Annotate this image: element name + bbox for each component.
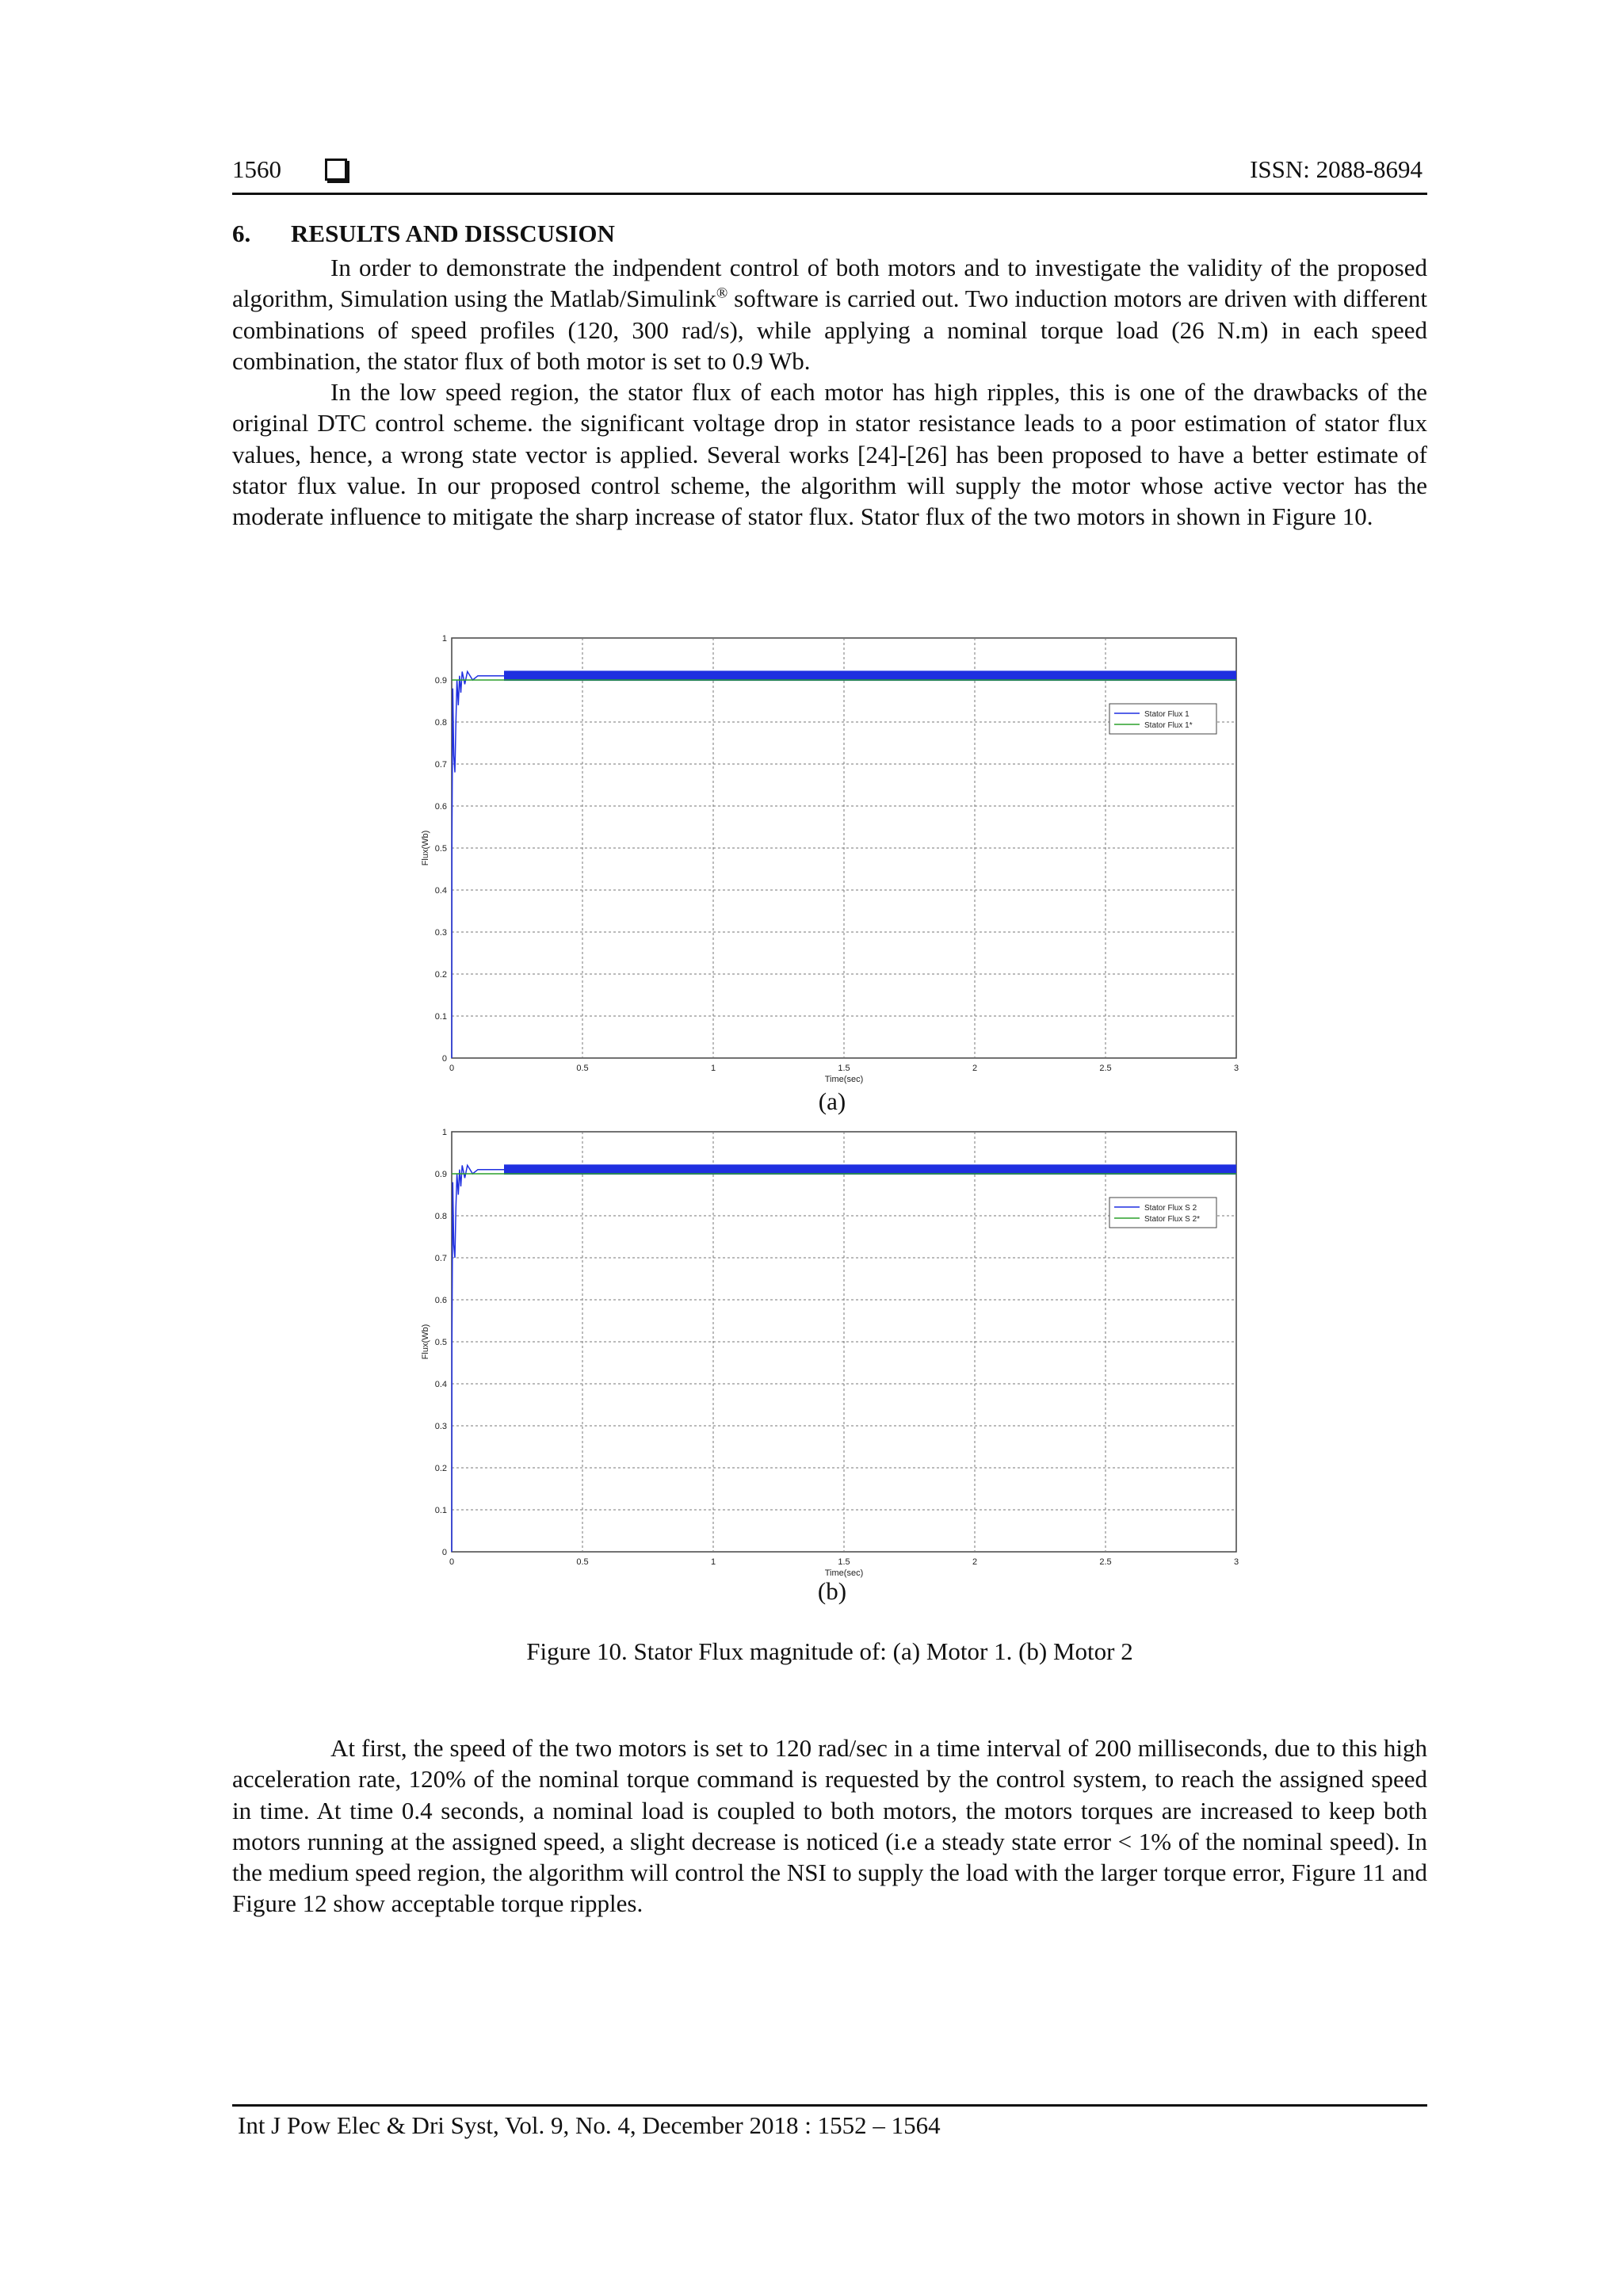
chart-motor2-stator-flux bbox=[412, 1124, 1252, 1580]
registered-mark: ® bbox=[716, 285, 728, 302]
y-tick-label: 0.5 bbox=[434, 1338, 447, 1347]
x-tick-label: 1 bbox=[710, 1557, 716, 1567]
legend bbox=[1109, 1198, 1216, 1228]
header-rule bbox=[232, 193, 1427, 195]
legend bbox=[1109, 704, 1216, 734]
y-tick-label: 0.9 bbox=[434, 676, 447, 686]
x-tick-label: 2 bbox=[972, 1064, 978, 1073]
legend-label: Stator Flux 1* bbox=[1144, 721, 1193, 730]
footer-text: Int J Pow Elec & Dri Syst, Vol. 9, No. 4, December 2018 : 1552 – 1564 bbox=[238, 2111, 941, 2139]
y-tick-label: 0.6 bbox=[434, 802, 447, 812]
legend-label: Stator Flux S 2* bbox=[1144, 1215, 1201, 1224]
y-tick-label: 0.5 bbox=[434, 844, 447, 854]
x-tick-label: 0.5 bbox=[576, 1557, 589, 1567]
y-tick-label: 1 bbox=[441, 634, 447, 644]
chart-motor1-stator-flux bbox=[412, 630, 1252, 1086]
issn: ISSN: 2088-8694 bbox=[1250, 155, 1423, 183]
y-axis-label: Flux(Wb) bbox=[421, 830, 430, 866]
x-tick-label: 0 bbox=[449, 1557, 455, 1567]
legend-label: Stator Flux 1 bbox=[1144, 710, 1190, 719]
section-title: RESULTS AND DISSCUSION bbox=[291, 220, 615, 247]
x-tick-label: 3 bbox=[1233, 1557, 1239, 1567]
y-tick-label: 0.9 bbox=[434, 1170, 447, 1179]
page-number: 1560 bbox=[232, 155, 281, 183]
paragraph-3-block bbox=[232, 1733, 1427, 1920]
section-number: 6. bbox=[232, 220, 251, 247]
y-tick-label: 0.8 bbox=[434, 718, 447, 728]
paragraph-3: At first, the speed of the two motors is set to 120 rad/sec in a time interval of 200 milliseconds, due to this high acceleration rate, 120% of the nominal torque command is requested by the control system, to reach the assigned speed in time. At time 0.4 seconds, a nominal load is coupled to both motors, the motors torques are increased to keep both motors running at the assigned speed, a slight decrease is noticed (i.e a steady state error < 1% of the nominal speed). In the medium speed region, the algorithm will control the NSI to supply the load with the larger torque error, Figure 11 and Figure 12 show acceptable torque ripples. bbox=[232, 1734, 1427, 1918]
y-tick-label: 0 bbox=[441, 1054, 447, 1064]
footer-rule bbox=[232, 2104, 1427, 2107]
y-axis-label: Flux(Wb) bbox=[421, 1324, 430, 1360]
section-body bbox=[232, 252, 1427, 533]
y-tick-label: 0.8 bbox=[434, 1212, 447, 1221]
x-tick-label: 0.5 bbox=[576, 1064, 589, 1073]
x-axis-label: Time(sec) bbox=[824, 1568, 864, 1578]
y-tick-label: 0.3 bbox=[434, 928, 447, 938]
y-tick-label: 0.3 bbox=[434, 1422, 447, 1431]
legend-label: Stator Flux S 2 bbox=[1144, 1204, 1197, 1213]
y-tick-label: 0.7 bbox=[434, 1254, 447, 1263]
section-heading bbox=[232, 220, 615, 248]
series-ripple-band bbox=[504, 1164, 1236, 1175]
y-tick-label: 0.1 bbox=[434, 1506, 447, 1515]
y-tick-label: 1 bbox=[441, 1128, 447, 1137]
y-tick-label: 0.4 bbox=[434, 886, 447, 896]
y-tick-label: 0.2 bbox=[434, 970, 447, 980]
paragraph-1: In order to demonstrate the indpendent control of both motors and to investigate the validity of the proposed algorithm, Simulation using the Matlab/Simulink® software is carried out. Two induction motors are driven with different combinations of speed profiles (120, 300 rad/s), while applying a nominal torque load (26 N.m) in each speed combination, the stator flux of both motor is set to 0.9 Wb. bbox=[232, 254, 1428, 375]
figure-caption: Figure 10. Stator Flux magnitude of: (a) Motor 1. (b) Motor 2 bbox=[526, 1637, 1133, 1665]
x-tick-label: 1 bbox=[710, 1064, 716, 1073]
y-tick-label: 0.1 bbox=[434, 1012, 447, 1022]
square-bullet-icon bbox=[325, 159, 347, 181]
x-tick-label: 1.5 bbox=[838, 1557, 850, 1567]
x-tick-label: 2 bbox=[972, 1557, 978, 1567]
subfigure-label-a: (a) bbox=[818, 1087, 846, 1115]
x-tick-label: 3 bbox=[1233, 1064, 1239, 1073]
y-tick-label: 0.4 bbox=[434, 1380, 447, 1389]
y-tick-label: 0.7 bbox=[434, 760, 447, 770]
y-tick-label: 0.6 bbox=[434, 1296, 447, 1305]
paragraph-2: In the low speed region, the stator flux of each motor has high ripples, this is one of the drawbacks of the original DTC control scheme. the significant voltage drop in stator resistance leads to a poor estimation of stator flux values, hence, a wrong state vector is applied. Several works [24]-[26] has been proposed to have a better estimate of stator flux value. In our proposed control scheme, the algorithm will supply the motor whose active vector has the moderate influence to mitigate the sharp increase of stator flux. Stator flux of the two motors in shown in Figure 10. bbox=[232, 378, 1427, 531]
x-tick-label: 2.5 bbox=[1099, 1064, 1112, 1073]
subfigure-label-b: (b) bbox=[817, 1577, 847, 1605]
y-tick-label: 0 bbox=[441, 1548, 447, 1557]
series-ripple-band bbox=[504, 670, 1236, 681]
x-tick-label: 1.5 bbox=[838, 1064, 850, 1073]
x-tick-label: 0 bbox=[449, 1064, 455, 1073]
x-axis-label: Time(sec) bbox=[824, 1075, 864, 1084]
x-tick-label: 2.5 bbox=[1099, 1557, 1112, 1567]
y-tick-label: 0.2 bbox=[434, 1464, 447, 1473]
